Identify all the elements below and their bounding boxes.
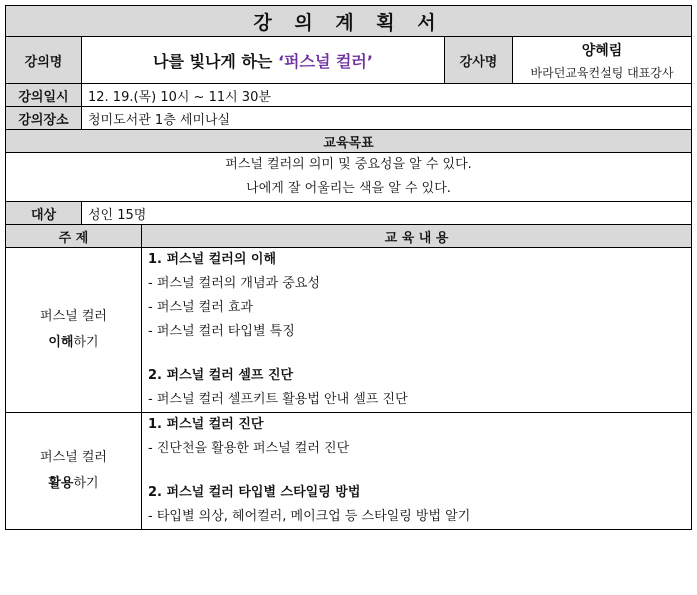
lecture-plan-table	[5, 5, 692, 530]
section-topic-line1: 퍼스널 컬러	[40, 309, 107, 324]
course-name-prefix: 나를 빛나게 하는	[153, 51, 273, 71]
goal-item: 퍼스널 컬러의 의미 및 중요성을 알 수 있다.	[225, 157, 472, 172]
page-title: 강 의 계 획 서	[6, 6, 692, 37]
content-column-header: 교 육 내 용	[142, 225, 692, 248]
instructor-name: 양혜림	[581, 42, 623, 59]
audience-label: 대상	[6, 202, 82, 225]
topic-column-header: 주 제	[6, 225, 142, 248]
goals-header: 교육목표	[6, 130, 692, 153]
section-topic-line1: 퍼스널 컬러	[40, 450, 107, 465]
venue-label: 강의장소	[6, 107, 82, 130]
content-heading: 2. 퍼스널 컬러 셀프 진단	[148, 368, 294, 383]
content-item: - 타입별 의상, 헤어컬러, 메이크업 등 스타일링 방법 알기	[148, 509, 471, 524]
content-item: - 퍼스널 컬러 효과	[148, 300, 253, 315]
content-item: - 퍼스널 컬러 셀프키트 활용법 안내 셀프 진단	[148, 392, 408, 407]
goals-list	[6, 153, 692, 202]
section-topic-suffix: 하기	[73, 335, 99, 350]
section-topic-bold: 활용	[48, 476, 74, 491]
content-item: - 진단천을 활용한 퍼스널 컬러 진단	[148, 441, 350, 456]
spacer	[148, 344, 685, 364]
spacer	[148, 461, 685, 481]
schedule-label: 강의일시	[6, 84, 82, 107]
section-topic-bold: 이해	[48, 335, 74, 350]
section-content	[142, 248, 692, 413]
course-label: 강의명	[6, 37, 82, 84]
instructor-title: 바라던교육컨설팅 대표강사	[530, 65, 674, 80]
venue-value: 청미도서관 1층 세미나실	[82, 107, 692, 130]
content-heading: 2. 퍼스널 컬러 타입별 스타일링 방법	[148, 485, 361, 500]
section-topic-suffix: 하기	[73, 476, 99, 491]
schedule-value: 12. 19.(목) 10시 ~ 11시 30분	[82, 84, 692, 107]
section-topic-line2	[12, 330, 135, 356]
content-item: - 퍼스널 컬러 타입별 특징	[148, 324, 295, 339]
section-topic-line2	[12, 471, 135, 497]
instructor-label: 강사명	[445, 37, 513, 84]
instructor-cell	[513, 37, 692, 84]
course-name	[82, 37, 445, 84]
audience-value: 성인 15명	[82, 202, 692, 225]
course-name-quote: ‘퍼스널 컬러’	[277, 51, 373, 71]
content-heading: 1. 퍼스널 컬러 진단	[148, 417, 264, 432]
goal-item: 나에게 잘 어울리는 색을 알 수 있다.	[246, 181, 451, 196]
content-item: - 퍼스널 컬러의 개념과 중요성	[148, 276, 320, 291]
section-content	[142, 413, 692, 530]
section-topic	[6, 248, 142, 413]
content-heading: 1. 퍼스널 컬러의 이해	[148, 252, 277, 267]
section-topic	[6, 413, 142, 530]
